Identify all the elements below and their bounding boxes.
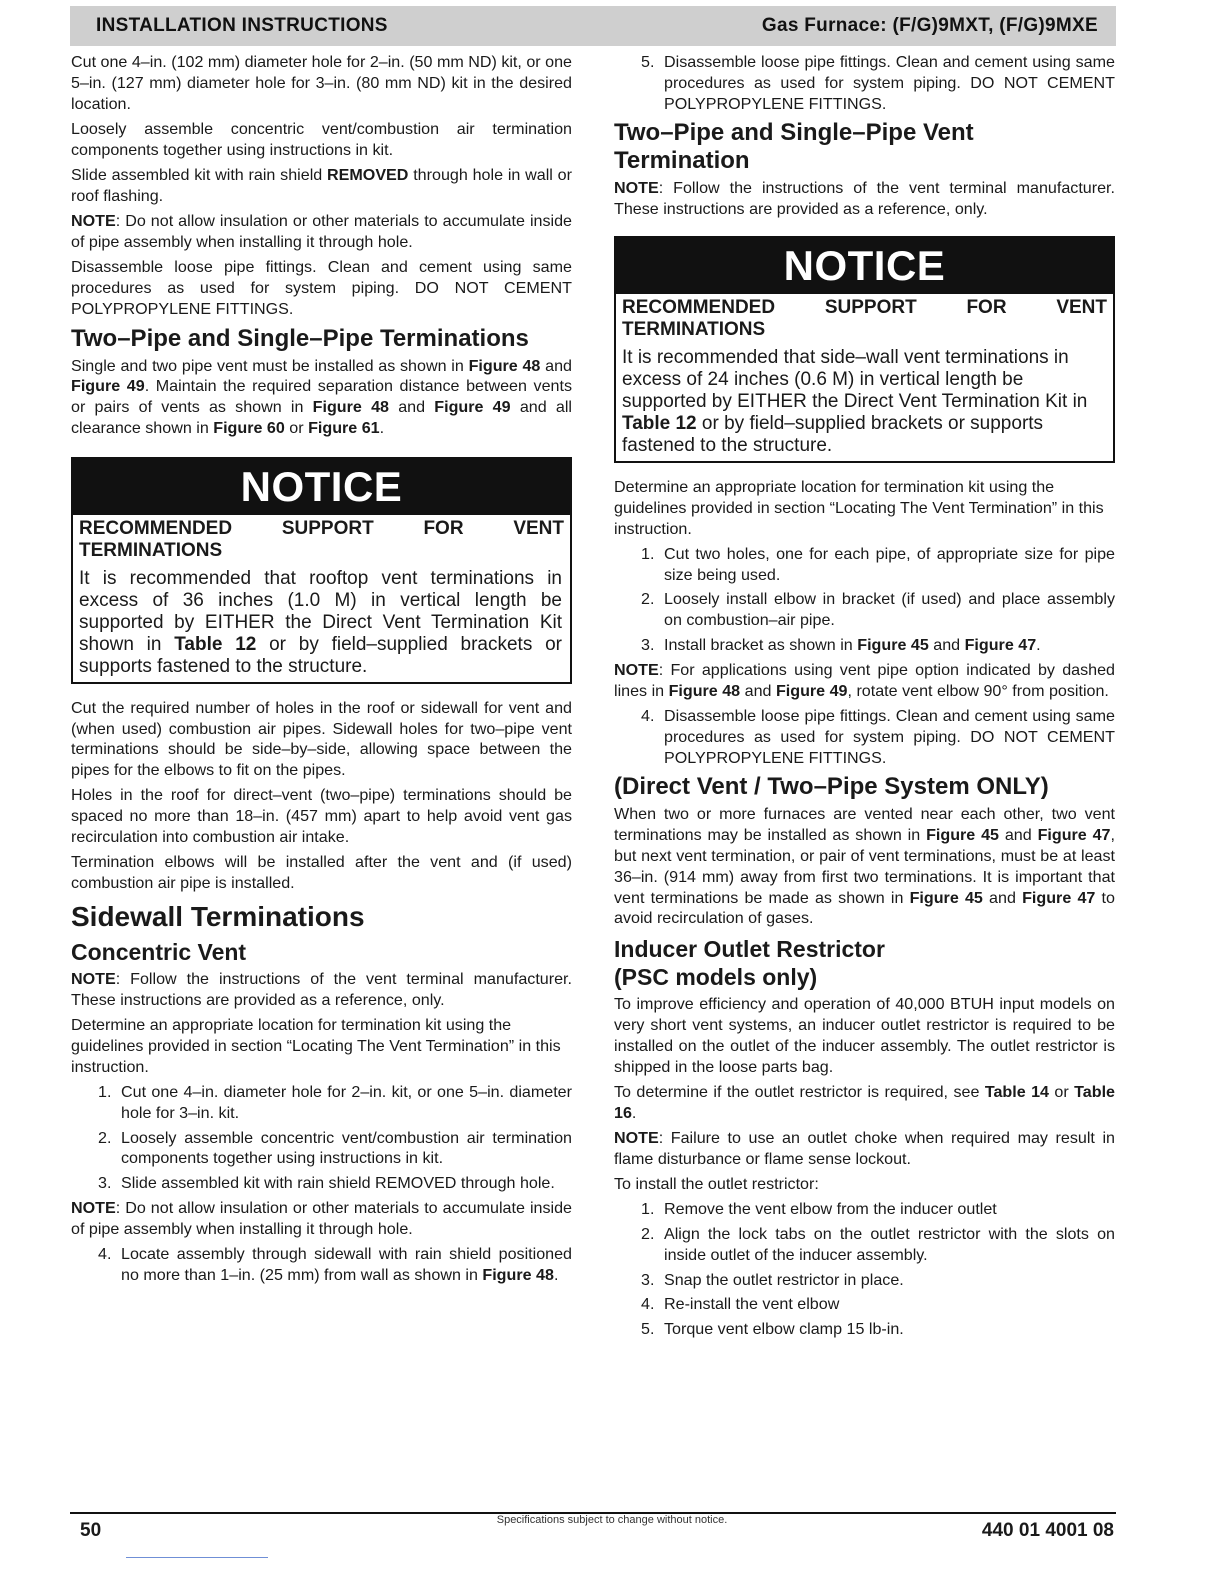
paragraph: Termination elbows will be installed after the vent and (if used) combustion air pipe is installed. [71,853,572,893]
note: NOTE: For applications using vent pipe option indicated by dashed lines in Figure 48 and Figure 49, rotate vent elbow 90° from position. [614,660,1115,700]
page-header [70,6,1116,46]
step-list [71,1244,572,1286]
list-item: 2. Loosely install elbow in bracket (if used) and place assembly on combustion–air pipe. [641,590,1115,630]
note: NOTE: Follow the instructions of the vent terminal manufacturer. These instructions are provided as a reference, only. [614,179,1115,219]
notice-box [71,457,572,684]
list-item: 5. Disassemble loose pipe fittings. Clean and cement using same procedures as used for system piping. DO NOT CEMENT POLYPROPYLENE FITTINGS. [641,53,1115,113]
list-item: 3. Slide assembled kit with rain shield REMOVED through hole. [98,1174,555,1193]
note: NOTE: Follow the instructions of the vent terminal manufacturer. These instructions are provided as a reference, only. [71,969,572,1009]
header-model: Gas Furnace: (F/G)9MXT, (F/G)9MXE [761,15,1098,36]
list-item: 3. Install bracket as shown in Figure 45 and Figure 47. [641,636,1041,655]
list-item: 3. Snap the outlet restrictor in place. [641,1270,904,1289]
paragraph: Disassemble loose pipe fittings. Clean and cement using same procedures as used for system piping. DO NOT CEMENT POLYPROPYLENE FITTINGS. [71,258,572,318]
paragraph: To install the outlet restrictor: [614,1175,819,1193]
paragraph: To improve efficiency and operation of 40,000 BTUH input models on very short vent systems, an inducer outlet restrictor is required to be installed on the outlet of the inducer assembly. The outlet restrictor is shipped in the loose parts bag. [614,995,1115,1076]
right-column [614,52,1115,1344]
paragraph: When two or more furnaces are vented near each other, two vent terminations may be installed as shown in Figure 45 and Figure 47, but next vent termination, or pair of vent terminations, must be at least 36–in. (914 mm) away from first two terminations. It is important that vent terminations be made as shown in Figure 45 and Figure 47 to avoid recirculation of gases. [614,805,1115,928]
paragraph: Determine an appropriate location for termination kit using the guidelines provided in section “Locating The Vent Termination” in this instruction. [614,477,1104,538]
list-item: 4. Disassemble loose pipe fittings. Clean and cement using same procedures as used for system piping. DO NOT CEMENT POLYPROPYLENE FITTINGS. [641,706,1115,767]
list-item: 1. Cut one 4–in. diameter hole for 2–in. kit, or one 5–in. diameter hole for 3–in. kit. [98,1082,572,1122]
step-list [614,1199,1115,1340]
section-heading: Two–Pipe and Single–Pipe Terminations [71,324,529,352]
list-item: 4. Re-install the vent elbow [641,1295,840,1314]
list-item: 1. Remove the vent elbow from the inducer outlet [641,1200,997,1219]
paragraph: Holes in the roof for direct–vent (two–pipe) terminations should be spaced no more than 18–in. (457 mm) apart to help avoid vent gas recirculation into combustion air intake. [71,786,572,847]
paragraph: Determine an appropriate location for termination kit using the guidelines provided in section “Locating The Vent Termination” in this instruction. [71,1016,561,1076]
list-item: 2. Align the lock tabs on the outlet restrictor with the slots on inside outlet of the inducer assembly. [641,1225,1115,1264]
list-item: 2. Loosely assemble concentric vent/combustion air termination components together using instructions in kit. [98,1128,572,1168]
note: NOTE: Failure to use an outlet choke when required may result in flame disturbance or flame sense lockout. [614,1128,1115,1168]
notice-body: It is recommended that rooftop vent terminations in excess of 36 inches (1.0 M) in vertical length be supported by EITHER the Direct Vent Termination Kit shown in Table 12 or by field–supplied brackets or supports fastened to the structure. [79,567,562,677]
left-column [71,52,572,1290]
paragraph: Cut the required number of holes in the roof or sidewall for vent and (when used) combustion air pipes. Sidewall holes for two–pipe vent terminations should be side–by–side, allowing space between the pipes for the elbows to fit on the pipes. [71,698,572,780]
paragraph: Slide assembled kit with rain shield REMOVED through hole in wall or roof flashing. [71,165,572,205]
list-item: 1. Cut two holes, one for each pipe, of appropriate size for pipe size being used. [641,544,1115,584]
decorative-line [126,1557,268,1558]
section-heading: (Direct Vent / Two–Pipe System ONLY) [614,773,1049,801]
notice-heading-2: TERMINATIONS [622,318,766,340]
subsection-heading: Concentric Vent [71,938,247,965]
notice-box [614,236,1115,463]
step-list [71,1082,572,1194]
list-item: 4. Locate assembly through sidewall with rain shield positioned no more than 1–in. (25 mm) from wall as shown in Figure 48. [98,1244,572,1284]
notice-heading: RECOMMENDED SUPPORT FOR VENT [79,517,564,539]
document-number: 440 01 4001 08 [981,1520,1114,1541]
paragraph: Loosely assemble concentric vent/combustion air termination components together using instructions in kit. [71,119,572,159]
subsection-heading: Inducer Outlet Restrictor (PSC models only) [614,936,885,991]
note: NOTE: Do not allow insulation or other materials to accumulate inside of pipe assembly when installing it through hole. [71,1198,572,1238]
paragraph: Cut one 4–in. (102 mm) diameter hole for 2–in. (50 mm ND) kit, or one 5–in. (127 mm) diameter hole for 3–in. (80 mm ND) kit in the desired location. [71,53,572,113]
step-list [614,706,1115,768]
list-item: 5. Torque vent elbow clamp 15 lb-in. [641,1320,904,1339]
notice-body: It is recommended that side–wall vent terminations in excess of 24 inches (0.6 M) in vertical length be supported by EITHER the Direct Vent Termination Kit in Table 12 or by field–supplied brackets or supports fastened to the structure. [622,346,1088,456]
page-number: 50 [80,1520,102,1541]
notice-heading: RECOMMENDED SUPPORT FOR VENT [622,296,1107,318]
note: NOTE: Do not allow insulation or other materials to accumulate inside of pipe assembly when installing it through hole. [71,212,572,251]
step-list [614,52,1115,114]
footer-disclaimer: Specifications subject to change without notice. [496,1514,728,1526]
paragraph: To determine if the outlet restrictor is required, see Table 14 or Table 16. [614,1082,1115,1122]
paragraph: Single and two pipe vent must be installed as shown in Figure 48 and Figure 49. Maintain the required separation distance between vents or pairs of vents as shown in Figure 48 and Figure 49 and all clearance shown in Figure 60 or Figure 61. [71,356,572,437]
step-list [614,544,1115,656]
section-heading: Two–Pipe and Single–Pipe Vent Termination [614,119,974,175]
section-heading: Sidewall Terminations [71,900,365,932]
notice-heading-2: TERMINATIONS [79,539,223,561]
notice-title: NOTICE [616,238,1113,294]
notice-title: NOTICE [73,459,570,515]
header-title: INSTALLATION INSTRUCTIONS [96,15,388,36]
